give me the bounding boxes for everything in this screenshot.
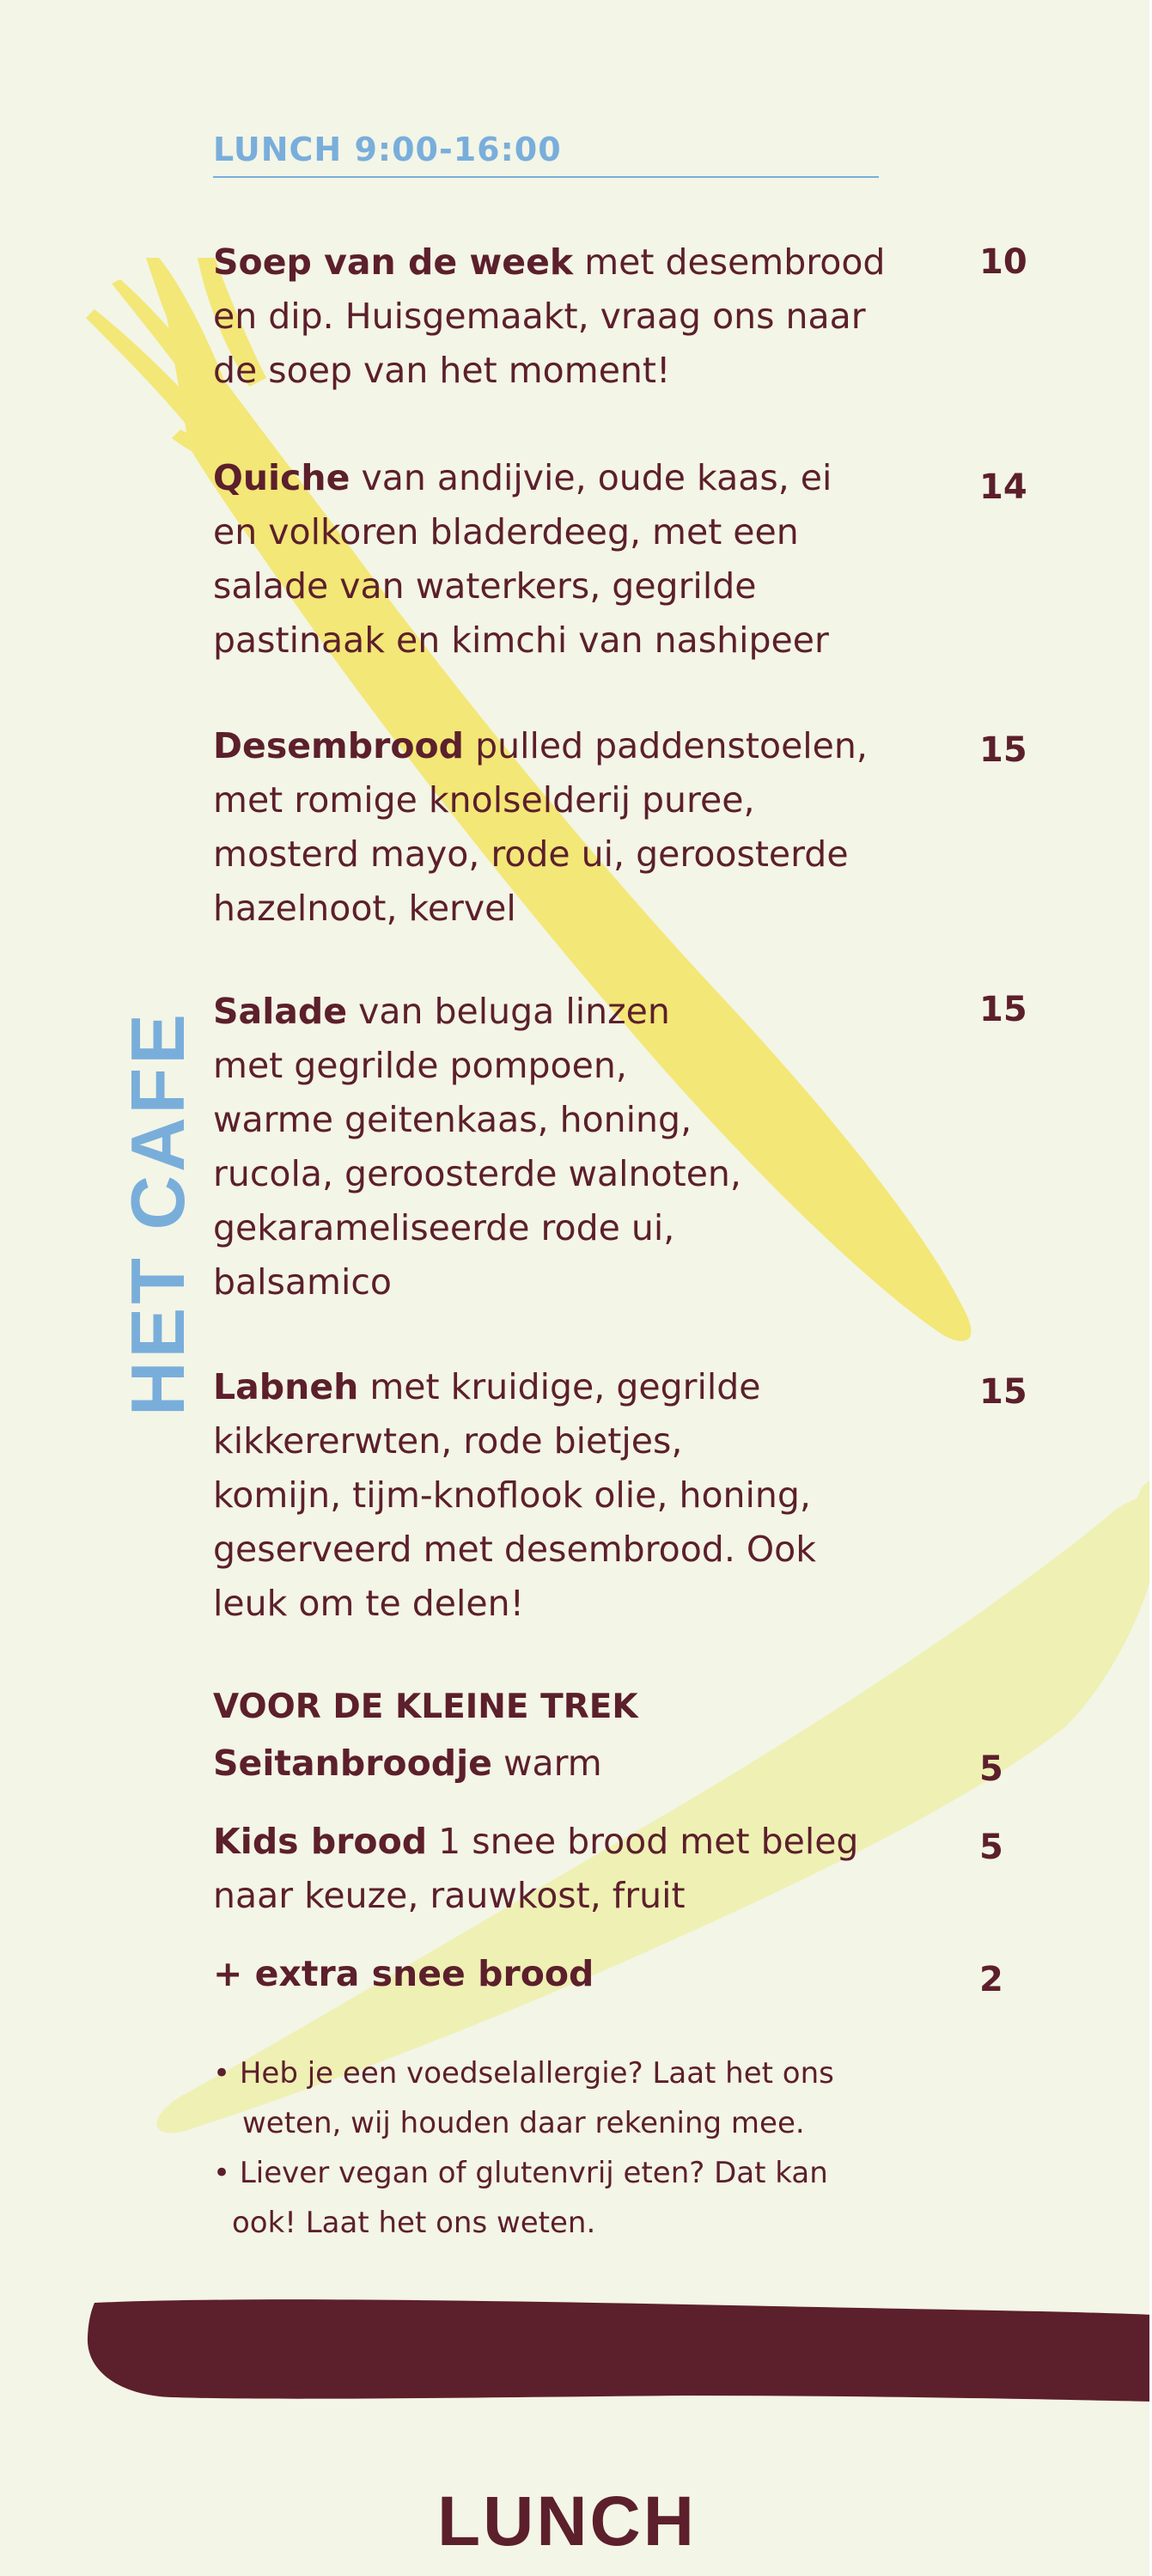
item-desc: met gegrilde pompoen, — [213, 1045, 627, 1086]
note-line: • Liever vegan of glutenvrij eten? Dat kan — [213, 2156, 828, 2190]
item-desc: met desembrood — [573, 241, 886, 283]
note-line: weten, wij houden daar rekening mee. — [242, 2106, 805, 2140]
item-desc: balsamico — [213, 1261, 392, 1303]
item-desc: kikkererwten, rode bietjes, — [213, 1420, 683, 1462]
item-desc: van andijvie, oude kaas, ei — [350, 457, 832, 498]
item-desc: mosterd mayo, rode ui, geroosterde — [213, 833, 849, 875]
kids-heading: VOOR DE KLEINE TREK — [213, 1688, 638, 1726]
item-desc: met kruidige, gegrilde — [358, 1366, 761, 1407]
item-desc: leuk om te delen! — [213, 1583, 525, 1624]
note-line: • Heb je een voedselallergie? Laat het ons — [213, 2056, 834, 2091]
menu-item-desembrood — [213, 719, 900, 936]
vertical-title: HET CAFE — [115, 1010, 200, 1416]
note-line: ook! Laat het ons weten. — [232, 2206, 596, 2240]
note-allergy — [213, 2048, 900, 2148]
item-name: Kids brood — [213, 1821, 428, 1862]
item-price: 5 — [979, 1828, 1003, 1867]
item-desc: van beluga linzen — [347, 991, 670, 1032]
item-desc: 1 snee brood met beleg — [427, 1821, 859, 1862]
menu-item-soep — [213, 235, 900, 398]
menu-item-salade — [213, 985, 900, 1309]
brush-stroke — [88, 2299, 1152, 2402]
item-name: + extra snee brood — [213, 1953, 594, 1994]
item-name: Labneh — [213, 1366, 359, 1407]
item-name: Seitanbroodje — [213, 1743, 492, 1784]
section-title: LUNCH 9:00-16:00 — [213, 131, 562, 168]
item-desc: hazelnoot, kervel — [213, 888, 516, 929]
item-desc: en dip. Huisgemaakt, vraag ons naar — [213, 296, 866, 337]
item-desc: rucola, geroosterde walnoten, — [213, 1153, 741, 1194]
item-desc: komijn, tijm-knoflook olie, honing, — [213, 1474, 811, 1516]
item-price: 15 — [979, 1372, 1027, 1412]
item-desc: warm — [491, 1743, 602, 1784]
item-price: 5 — [979, 1749, 1003, 1789]
item-price: 15 — [979, 990, 1027, 1029]
item-name: Quiche — [213, 457, 350, 498]
item-price: 2 — [979, 1960, 1003, 1999]
item-desc: naar keuze, rauwkost, fruit — [213, 1875, 686, 1916]
item-desc: geserveerd met desembrood. Ook — [213, 1529, 816, 1570]
footer-title: LUNCH — [437, 2482, 697, 2561]
menu-item-seitanbroodje — [213, 1737, 900, 1791]
item-price: 15 — [979, 730, 1027, 770]
item-name: Desembrood — [213, 725, 465, 766]
section-divider — [213, 176, 879, 178]
menu-item-quiche — [213, 451, 900, 668]
menu-item-extra-brood — [213, 1947, 900, 2001]
item-name: Soep van de week — [213, 241, 574, 283]
item-desc: pulled paddenstoelen, — [464, 725, 868, 766]
item-desc: gekarameliseerde rode ui, — [213, 1207, 675, 1248]
item-desc: salade van waterkers, gegrilde — [213, 565, 757, 607]
item-name: Salade — [213, 991, 348, 1032]
item-desc: met romige knolselderij puree, — [213, 779, 755, 821]
note-vegan — [213, 2148, 900, 2248]
item-price: 14 — [979, 467, 1027, 507]
item-desc: warme geitenkaas, honing, — [213, 1099, 692, 1140]
menu-item-kids-brood — [213, 1815, 900, 1923]
item-desc: de soep van het moment! — [213, 350, 671, 391]
menu-item-labneh — [213, 1360, 900, 1631]
item-desc: pastinaak en kimchi van nashipeer — [213, 620, 829, 661]
item-desc: en volkoren bladerdeeg, met een — [213, 511, 799, 552]
item-price: 10 — [979, 242, 1027, 282]
